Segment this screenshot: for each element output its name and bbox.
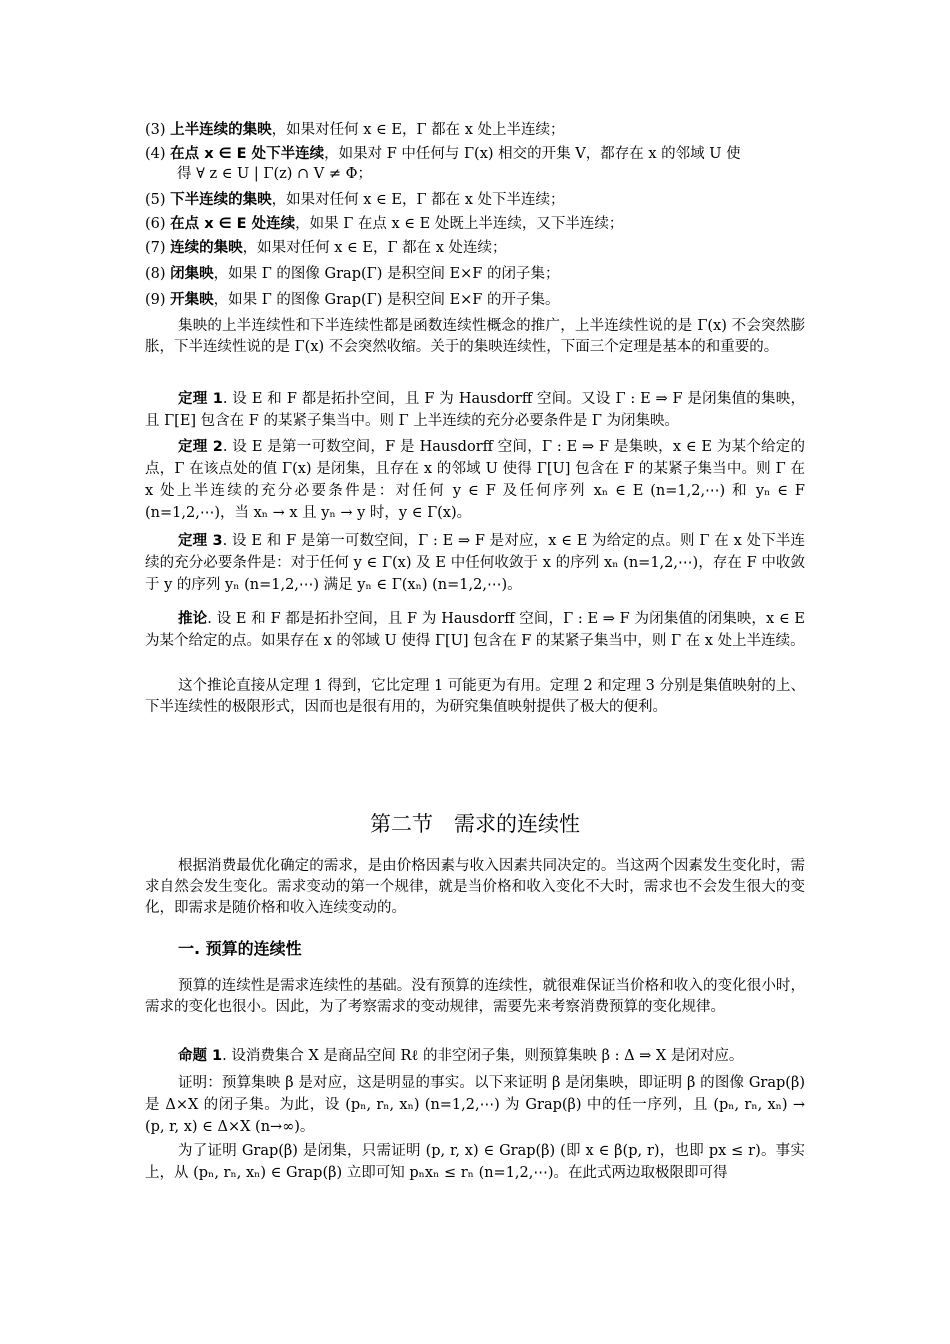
list-item: (9) 开集映，如果 Γ 的图像 Grap(Γ) 是积空间 E×F 的开子集。	[145, 292, 560, 308]
subsection-title: 一. 预算的连续性	[178, 939, 302, 958]
paragraph: 这个推论直接从定理 1 得到，它比定理 1 可能更为有用。定理 2 和定理 3 分别是集值映射的上、下半连续性的极限形式，因而也是很有用的，为研究集值映射提供了极大的便利。	[145, 678, 805, 715]
list-item: (4) 在点 x ∈ E 处下半连续，如果对 F 中任何与 Γ(x) 相交的开集 V，都存在 x 的邻域 U 使	[145, 146, 741, 162]
list-item: (6) 在点 x ∈ E 处连续，如果 Γ 在点 x ∈ E 处既上半连续，又下半连续；	[145, 216, 624, 232]
subsection-intro: 预算的连续性是需求连续性的基础。没有预算的连续性，就很难保证当价格和收入的变化很小时，需求的变化也很小。因此，为了考察需求的变动规律，需要先来考察消费预算的变化规律。	[145, 978, 805, 1015]
corollary: 推论. 设 E 和 F 都是拓扑空间，且 F 为 Hausdorff 空间，Γ : E ⇒ F 为闭集值的闭集映，x ∈ E 为某个给定的点。如果存在 x 的邻域 U 使得 Γ[U] 包含在 F 的某紧子集当中，则 Γ 在 x 处上半连续。	[145, 611, 805, 649]
section-intro: 根据消费最优化确定的需求，是由价格因素与收入因素共同决定的。当这两个因素发生变化时，需求自然会发生变化。需求变动的第一个规律，就是当价格和收入变化不大时，需求也不会发生很大的变化，即需求是随价格和收入连续变动的。	[145, 858, 805, 916]
theorem-2: 定理 2. 设 E 是第一可数空间，F 是 Hausdorff 空间，Γ : E ⇒ F 是集映，x ∈ E 为某个给定的点，Γ 在该点处的值 Γ(x) 是闭集，且存在 x 的邻域 U 使得 Γ[U] 包含在 F 的某紧子集当中。则 Γ 在 x 处上半连续的充分必要条件是：对任何 y ∈ F 及任何序列 xₙ ∈ E (n=1,2,⋯) 和 yₙ ∈ F (n=1,2,⋯)，当 xₙ → x 且 yₙ → y 时，y ∈ Γ(x)。	[145, 439, 805, 521]
proof-paragraph: 证明：预算集映 β 是对应，这是明显的事实。以下来证明 β 是闭集映，即证明 β 的图像 Grap(β) 是 Δ×X 的闭子集。为此，设 (pₙ, rₙ, xₙ) (n=1,2,⋯) 为 Grap(β) 中的任一序列，且 (pₙ, rₙ, xₙ) → (p, r, x) ∈ Δ×X (n→∞)。	[145, 1075, 805, 1135]
section-title: 第二节 需求的连续性	[370, 812, 580, 836]
list-item: (3) 上半连续的集映，如果对任何 x ∈ E，Γ 都在 x 处上半连续；	[145, 122, 565, 138]
list-item: (8) 闭集映，如果 Γ 的图像 Grap(Γ) 是积空间 E×F 的闭子集；	[145, 266, 560, 282]
list-item: (7) 连续的集映，如果对任何 x ∈ E，Γ 都在 x 处连续；	[145, 240, 507, 256]
theorem-1: 定理 1. 设 E 和 F 都是拓扑空间，且 F 为 Hausdorff 空间。又设 Γ : E ⇒ F 是闭集值的集映，且 Γ[E] 包含在 F 的某紧子集当中。则 Γ 上半连续的充分必要条件是 Γ 为闭集映。	[145, 391, 805, 429]
theorem-3: 定理 3. 设 E 和 F 是第一可数空间，Γ : E ⇒ F 是对应，x ∈ E 为给定的点。则 Γ 在 x 处下半连续的充分必要条件是：对于任何 y ∈ Γ(x) 及 E 中任何收敛于 x 的序列 xₙ (n=1,2,⋯)，存在 F 中收敛于 y 的序列 yₙ (n=1,2,⋯) 满足 yₙ ∈ Γ(xₙ) (n=1,2,⋯)。	[145, 533, 805, 593]
list-item: (5) 下半连续的集映，如果对任何 x ∈ E，Γ 都在 x 处下半连续；	[145, 192, 565, 208]
proposition-1: 命题 1. 设消费集合 X 是商品空间 Rℓ 的非空闭子集，则预算集映 β : Δ ⇒ X 是闭对应。	[178, 1048, 744, 1064]
paragraph: 集映的上半连续性和下半连续性都是函数连续性概念的推广，上半连续性说的是 Γ(x) 不会突然膨胀，下半连续性说的是 Γ(x) 不会突然收缩。关于的集映连续性，下面三个定理是基本的和重要的。	[145, 318, 805, 355]
list-item-continuation: 得 ∀ z ∈ U | Γ(z) ∩ V ≠ Φ；	[177, 166, 372, 182]
proof-paragraph: 为了证明 Grap(β) 是闭集，只需证明 (p, r, x) ∈ Grap(β) (即 x ∈ β(p, r)，也即 px ≤ r)。事实上，从 (pₙ, rₙ, xₙ) ∈ Grap(β) 立即可知 pₙxₙ ≤ rₙ (n=1,2,⋯)。在此式两边取极限即可得	[145, 1143, 805, 1181]
